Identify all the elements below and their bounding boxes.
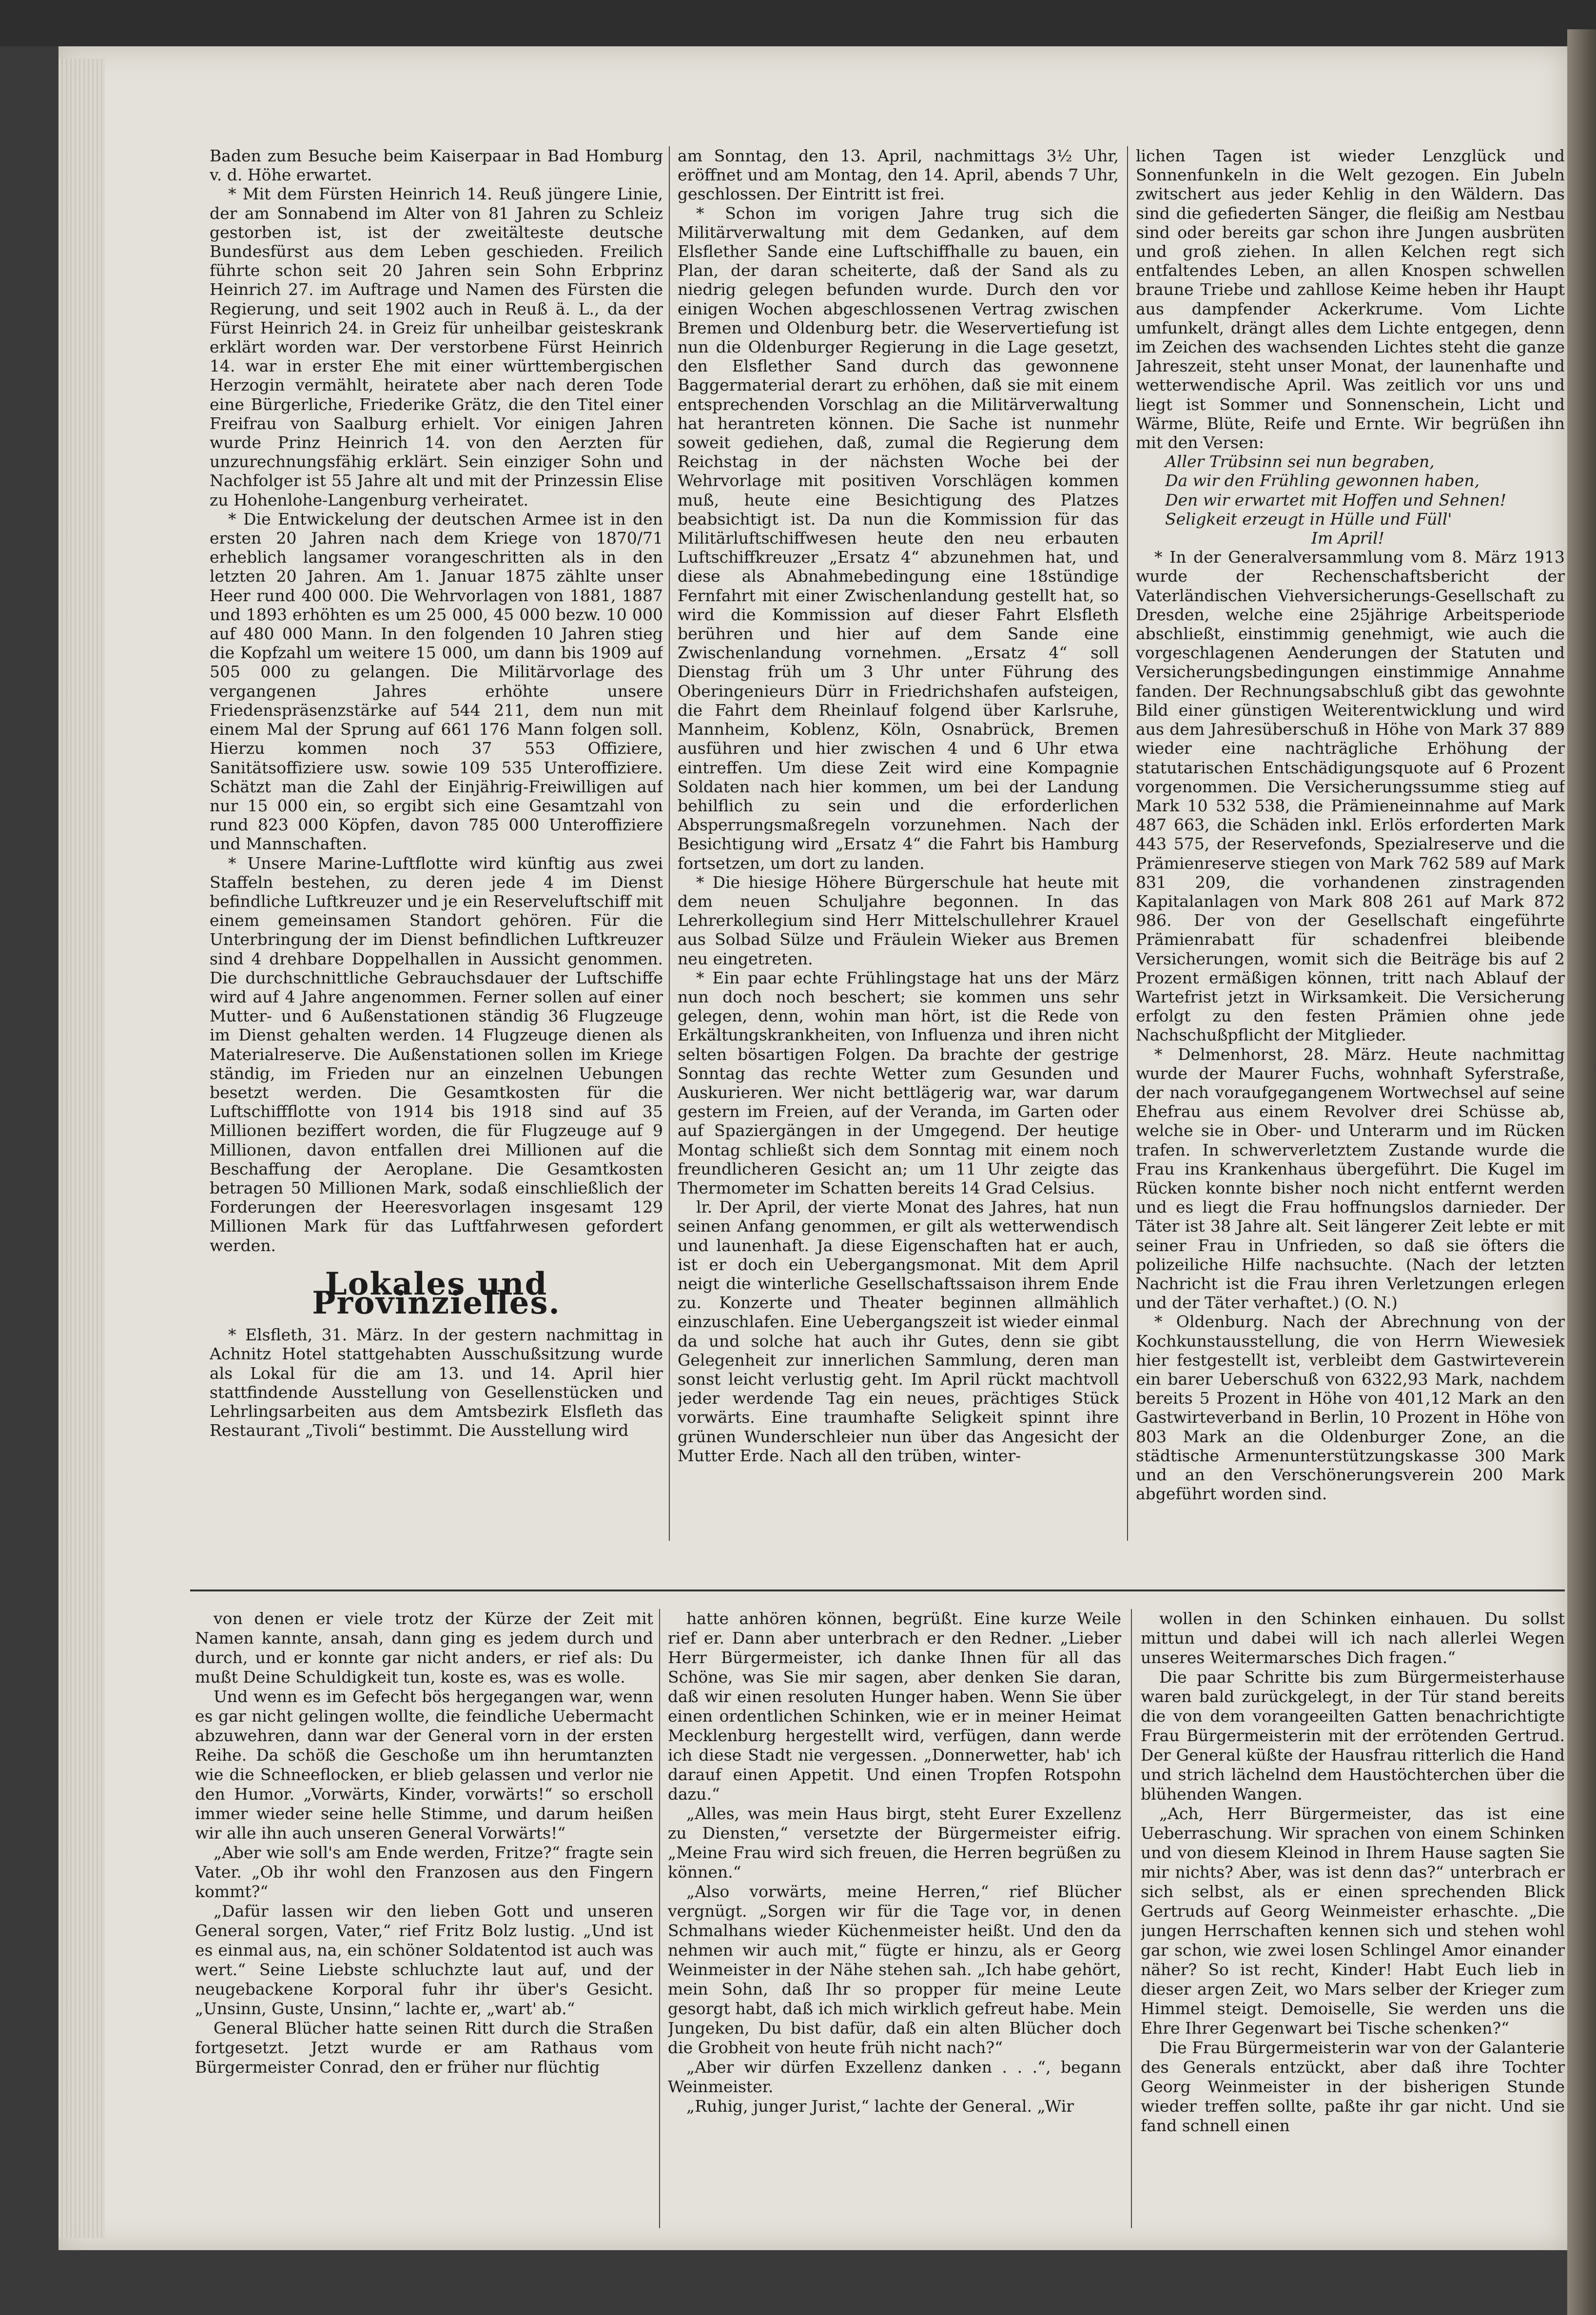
story-paragraph: General Blücher hatte seinen Ritt durch die Straßen fortgesetzt. Jetzt wurde er am Rathaus vom Bürgermeister Conrad, den er früher nur flüchtig	[195, 2019, 653, 2077]
article-paragraph: am Sonntag, den 13. April, nachmittags 3½ Uhr, eröffnet und am Montag, den 14. April, abends 7 Uhr, geschlossen. Der Eintritt ist frei.	[678, 146, 1119, 204]
feuilleton-column-3	[1141, 1609, 1565, 2233]
page-stack-edge	[58, 59, 105, 2238]
article-paragraph: * Delmenhorst, 28. März. Heute nachmittag wurde der Maurer Fuchs, wohnhaft Syferstraße, der nach voraufgegangenem Wortwechsel auf seine Ehefrau aus einem Revolver drei Schüsse ab, welche sie in Ober- und Unterarm und im Rücken trafen. In schwerverletztem Zustande wurde die Frau ins Krankenhaus übergeführt. Die Kugel im Rücken konnte bisher noch nicht entfernt werden und es liegt die Frau hoffnungslos darnieder. Der Täter ist 38 Jahre alt. Seit längerer Zeit lebte er mit seiner Frau in Unfrieden, so daß sie öfters die polizeiliche Hilfe nachsuchte. (Nach der letzten Nachricht ist die Frau ihren Verletzungen erlegen und der Täter verhaftet.) (O. N.)	[1136, 1044, 1565, 1313]
story-paragraph: Und wenn es im Gefecht bös hergegangen war, wenn es gar nicht gelingen wollte, die feindliche Uebermacht abzuwehren, dann war der General vorn in der ersten Reihe. Da schöß die Geschoße um ihn herumtanzten wie die Schneeflocken, er blieb gelassen und verlor nie den Humor. „Vorwärts, Kinder, vorwärts!“ so erscholl immer wieder seine helle Stimme, und darum heißen wir alle ihn auch unseren General Vorwärts!“	[195, 1687, 653, 1843]
story-paragraph: von denen er viele trotz der Kürze der Zeit mit Namen kannte, ansah, dann ging es jedem durch und durch, und er konnte gar nicht anders, er rief als: Du mußt Deine Schuldigkeit tun, koste es, was es wolle.	[195, 1609, 653, 1687]
story-paragraph: „Also vorwärts, meine Herren,“ rief Blücher vergnügt. „Sorgen wir für die Tage vor, in denen Schmalhans wieder Küchenmeister heißt. Und den da nehmen wir auch mit,“ fügte er hinzu, als er Georg Weinmeister in der Nähe stehen sah. „Ich habe gehört, mein Sohn, daß Ihr so propper für meine Leute gesorgt habt, daß ich mich wirklich gefreut habe. Mein Jungeken, Du bist dafür, daß ein alten Blücher doch die Grobheit von heute früh nicht nach?“	[668, 1882, 1121, 2057]
story-paragraph: hatte anhören können, begrüßt. Eine kurze Weile rief er. Dann aber unterbrach er den Redner. „Lieber Herr Bürgermeister, ich danke Ihnen für all das Schöne, was Sie mir sagen, aber denken Sie daran, daß wir einen resoluten Hunger haben. Wenn Sie über einen ordentlichen Schinken, wie er in meiner Heimat Mecklenburg hergestellt wird, verfügen, dann werde ich diese Stadt nie vergessen. „Donnerwetter, hab' ich darauf einen Appetit. Und einen Tropfen Rotspohn dazu.“	[668, 1609, 1121, 1804]
column-1	[210, 146, 663, 1541]
story-paragraph: „Aber wir dürfen Exzellenz danken . . .“, begann Weinmeister.	[668, 2058, 1121, 2096]
scan-border-top	[0, 0, 1596, 46]
poem-line: Seligkeit erzeugt in Hülle und Füll'	[1165, 509, 1452, 529]
article-paragraph: * Unsere Marine-Luftflotte wird künftig aus zwei Staffeln bestehen, zu deren jede 4 im Dienst befindliche Luftkreuzer und je ein Reserveluftschiff mit einem gemeinsamen Standort gehören. Für die Unterbringung der im Dienst befindlichen Luftkreuzer sind 4 drehbare Doppelhallen in Aussicht genommen. Die durchschnittliche Gebrauchsdauer der Luftschiffe wird auf 4 Jahre angenommen. Ferner sollen auf einer Mutter- und 6 Außenstationen ständig 36 Flugzeuge im Dienst gehalten werden. 14 Flugzeuge dienen als Materialreserve. Die Außenstationen sollen im Kriege ständig, im Frieden nur an einzelnen Uebungen besetzt werden. Die Gesamtkosten für die Luftschiffflotte von 1914 bis 1918 sind auf 35 Millionen beziffert worden, die für Flugzeuge auf 9 Millionen, davon entfallen drei Millionen auf die Beschaffung der Aeroplane. Die Gesamtkosten betragen 50 Millionen Mark, sodaß einschließlich der Forderungen der Heeresvorlagen insgesamt 129 Millionen Mark für das Luftfahrwesen gefordert werden.	[210, 853, 663, 1255]
article-paragraph: * Oldenburg. Nach der Abrechnung von der Kochkunstausstellung, die von Herrn Wiewesiek hier festgestellt ist, verbleibt dem Gastwirteverein ein barer Ueberschuß von 6322,93 Mark, nachdem bereits 5 Prozent in Höhe von 401,12 Mark an den Gastwirteverband in Berlin, 10 Prozent in Höhe von 803 Mark an die Oldenburger Zone, an die städtische Armenunterstützungskasse 300 Mark und an den Verschönerungsverein 200 Mark abgeführt worden sind.	[1136, 1312, 1565, 1504]
column-divider	[1131, 1609, 1132, 2228]
article-paragraph: lichen Tagen ist wieder Lenzglück und Sonnenfunkeln in die Welt gezogen. Ein Jubeln zwitschert aus jeder Kehlig in den Wäldern. Das sind die gefiederten Sänger, die fleißig am Nestbau sind oder bereits gar schon ihre Jungen ausbrüten und groß ziehen. In allen Kelchen regt sich entfaltendes Leben, an allen Knospen schwellen braune Triebe und zahllose Keime heben ihr Haupt aus dampfender Ackerkrume. Vom Lichte umfunkelt, drängt alles dem Lichte entgegen, denn im Zeichen des wachsenden Lichtes steht die ganze Jahreszeit, steht unser Monat, der launenhafte und wetterwendische April. Was zeitlich vor uns und liegt ist Sommer und Sonnenschein, Licht und Wärme, Blüte, Reife und Ernte. Wir begrüßen ihn mit den Versen:	[1136, 146, 1565, 452]
story-paragraph: Die paar Schritte bis zum Bürgermeisterhause waren bald zurückgelegt, in der Tür stand bereits die von dem vorangeeilten Gatten benachrichtigte Frau Bürgermeisterin mit der errötenden Gertrud. Der General küßte der Hausfrau ritterlich die Hand und strich lächelnd dem Haustöchterchen über die blühenden Wangen.	[1141, 1668, 1565, 1804]
story-paragraph: „Dafür lassen wir den lieben Gott und unseren General sorgen, Vater,“ rief Fritz Bolz lustig. „Und ist es einmal aus, na, ein schöner Soldatentod ist auch was wert.“ Seine Liebste schluchzte laut auf, und der neugebackene Korporal fuhr ihr über's Gesicht. „Unsinn, Guste, Unsinn,“ lachte er, „wart' ab.“	[195, 1902, 653, 2018]
article-paragraph: * Die Entwickelung der deutschen Armee ist in den ersten 20 Jahren nach dem Kriege von 1870/71 erheblich langsamer vorangeschritten als in den letzten 20 Jahren. Am 1. Januar 1875 zählte unser Heer rund 400 000. Die Wehrvorlagen von 1881, 1887 und 1893 erhöhten es um 25 000, 45 000 bezw. 10 000 auf 480 000 Mann. In den folgenden 10 Jahren stieg die Kopfzahl um weitere 15 000, um dann bis 1909 auf 505 000 zu gelangen. Die Militärvorlage des vergangenen Jahres erhöhte unsere Friedenspräsenzstärke auf 544 211, dem nun mit einem Mal der Sprung auf 661 176 Mann folgen soll. Hierzu kommen noch 37 553 Offiziere, Sanitätsoffiziere usw. sowie 109 535 Unteroffiziere. Schätzt man die Zahl der Einjährig-Freiwilligen auf nur 15 000 ein, so ergibt sich eine Gesamtzahl von rund 823 000 Köpfen, davon 785 000 Unteroffiziere und Mannschaften.	[210, 509, 663, 854]
article-paragraph: * In der Generalversammlung vom 8. März 1913 wurde der Rechenschaftsbericht der Vaterländischen Viehversicherungs-Gesellschaft zu Dresden, welche eine 25jährige Arbeitsperiode abschließt, einstimmig genehmigt, wie auch die vorgeschlagenen Aenderungen der Statuten und Versicherungsbedingungen einstimmige Annahme fanden. Der Rechnungsabschluß gibt das gewohnte Bild einer günstigen Weiterentwicklung und wird aus dem Jahresüberschuß in Höhe von Mark 37 889 wieder eine nachträgliche Erhöhung der statutarischen Entschädigungsquote auf 6 Prozent vorgenommen. Die Versicherungssumme stieg auf Mark 10 532 538, die Prämieneinnahme auf Mark 487 663, die Schäden inkl. Erlös erforderten Mark 443 575, der Reservefonds, Spezialreserve und die Prämienreserve stiegen von Mark 762 589 auf Mark 831 209, die vorhandenen zinstragenden Kapitalanlagen von Mark 808 261 auf Mark 872 986. Der von der Gesellschaft eingeführte Prämienrabatt für schadenfrei bleibende Versicherungen, womit sich die Beiträge bis auf 2 Prozent ermäßigen können, tritt nach Ablauf der Wartefrist jetzt in Wirksamkeit. Die Versicherung erfolgt zu den festen Prämien ohne jede Nachschußpflicht der Mitglieder.	[1136, 548, 1565, 1045]
story-paragraph: Die Frau Bürgermeisterin war von der Galanterie des Generals entzückt, aber daß ihre Tochter Georg Weinmeister in der bisherigen Stunde wieder treffen sollte, paßte ihr gar nicht. Und sie fand schnell einen	[1141, 2038, 1565, 2135]
article-paragraph: lr. Der April, der vierte Monat des Jahres, hat nun seinen Anfang genommen, er gilt als wetterwendisch und launenhaft. Ja diese Eigenschaften hat er auch, ist er doch ein Uebergangsmonat. Mit dem April neigt die winterliche Gesellschaftssaison ihrem Ende zu. Konzerte und Theater beginnen allmählich einzuschlafen. Eine Uebergangszeit ist wieder einmal da und solche hat auch ihr Gutes, denn sie gibt Gelegenheit zur innerlichen Sammlung, deren man sonst leicht verlustig geht. Im April rückt machtvoll jeder werdende Tag ein neues, prächtiges Stück vorwärts. Eine traumhafte Seligkeit spinnt ihre grünen Wunderschleier nun über das Angesicht der Mutter Erde. Nach all den trüben, winter-	[678, 1197, 1119, 1465]
story-paragraph: „Ruhig, junger Jurist,“ lachte der General. „Wir	[686, 2097, 1074, 2116]
story-paragraph: „Alles, was mein Haus birgt, steht Eurer Exzellenz zu Diensten,“ versetzte der Bürgermeister eifrig. „Meine Frau wird sich freuen, die Herren begrüßen zu können.“	[668, 1804, 1121, 1882]
article-paragraph: * Ein paar echte Frühlingstage hat uns der März nun doch noch beschert; sie kommen uns sehr gelegen, denn, wohin man hört, ist die Rede von Erkältungskrankheiten, von Influenza und ihren nicht selten bösartigen Folgen. Da brachte der gestrige Sonntag das rechte Wetter zum Gesunden und Auskurieren. Wer nicht bettlägerig war, war darum gestern im Freien, auf der Veranda, im Garten oder auf Spaziergängen in der Umgegend. Der heutige Montag schließt sich dem Sonntag mit einem noch freundlicheren Gesicht an; um 11 Uhr zeigte das Thermometer im Schatten bereits 14 Grad Celsius.	[678, 968, 1119, 1197]
article-paragraph: Baden zum Besuche beim Kaiserpaar in Bad Homburg v. d. Höhe erwartet.	[210, 146, 663, 185]
poem-line: Aller Trübsinn sei nun begraben,	[1165, 452, 1435, 471]
story-paragraph: wollen in den Schinken einhauen. Du sollst mittun und dabei will ich nach allerlei Wegen unseres Weitermarsches Dich fragen.“	[1141, 1609, 1565, 1667]
article-paragraph: * Mit dem Fürsten Heinrich 14. Reuß jüngere Linie, der am Sonnabend im Alter von 81 Jahren zu Schleiz gestorben ist, ist der zweitälteste deutsche Bundesfürst aus dem Leben geschieden. Freilich führte schon seit 20 Jahren sein Sohn Erbprinz Heinrich 27. im Auftrage und Namen des Fürsten die Regierung, und seit 1902 auch in Reuß ä. L., da der Fürst Heinrich 24. in Greiz für unheilbar geisteskrank erklärt worden war. Der verstorbene Fürst Heinrich 14. war in erster Ehe mit einer württembergischen Herzogin vermählt, heiratete aber nach deren Tode eine Bürgerliche, Friederike Grätz, die den Titel einer Freifrau von Saalburg erhielt. Vor einigen Jahren wurde Prinz Heinrich 14. von den Aerzten für unzurechnungsfähig erklärt. Sein einziger Sohn und Nachfolger ist 55 Jahre alt und mit der Prinzessin Elise zu Hohenlohe-Langenburg verheiratet.	[210, 184, 663, 510]
poem-line: Da wir den Frühling gewonnen haben,	[1165, 471, 1480, 490]
article-paragraph: * Schon im vorigen Jahre trug sich die Militärverwaltung mit dem Gedanken, auf dem Elsflether Sande eine Luftschiffhalle zu bauen, ein Plan, der daran scheiterte, daß der Sand als zu niedrig gelegen befunden wurde. Durch den vor einigen Wochen abgeschlossenen Vertrag zwischen Bremen und Oldenburg betr. die Weservertiefung ist nun die Oldenburger Regierung in die Lage gesetzt, den Elsflether Sand durch das gewonnene Baggermaterial derart zu erhöhen, daß sie mit einem entsprechenden Vorschlag an die Militärverwaltung hat herantreten können. Die Sache ist nunmehr soweit gediehen, daß, zumal die Regierung dem Reichstag in der nächsten Woche bei der Wehrvorlage mit positiven Vorschlägen kommen muß, heute eine Besichtigung des Platzes beabsichtigt ist. Da nun die Kommission für das Militärluftschiffwesen heute den neu erbauten Luftschiffkreuzer „Ersatz 4“ abzunehmen hat, und diese als Abnahmebedingung eine 18stündige Fernfahrt mit einer Zwischenlandung gestellt hat, so wird die Kommission auf dieser Fahrt Elsfleth berühren und hier auf dem Sande eine Zwischenlandung vornehmen. „Ersatz 4“ soll Dienstag früh um 3 Uhr unter Führung des Oberingenieurs Dürr in Friedrichshafen aufsteigen, die Fahrt dem Rheinlauf folgend über Karlsruhe, Mannheim, Koblenz, Köln, Osnabrück, Bremen ausführen und hier zwischen 4 und 6 Uhr etwa eintreffen. Um diese Zeit wird eine Kompagnie Soldaten nach hier kommen, um bei der Landung behilflich zu sein und die erforderlichen Absperrungsmaßregeln vorzunehmen. Nach der Besichtigung wird „Ersatz 4“ die Fahrt bis Hamburg fortsetzen, um dort zu landen.	[678, 203, 1119, 873]
column-divider	[1127, 146, 1128, 1541]
feuilleton-rule	[190, 1589, 1565, 1591]
poem-line: Im April!	[1311, 529, 1384, 548]
column-divider	[659, 1609, 660, 2228]
section-heading: Lokales und Provinzielles.	[312, 1265, 561, 1321]
article-paragraph: * Elsfleth, 31. März. In der gestern nachmittag in Achnitz Hotel stattgehabten Ausschußsitzung wurde als Lokal für die am 13. und 14. April hier stattfindende Ausstellung von Gesellenstücken und Lehrlingsarbeiten aus dem Amtsbezirk Elsfleth das Restaurant „Tivoli“ bestimmt. Die Ausstellung wird	[210, 1325, 663, 1440]
book-spine	[1567, 29, 1596, 2315]
article-paragraph: * Die hiesige Höhere Bürgerschule hat heute mit dem neuen Schuljahre begonnen. In das Lehrerkollegium sind Herr Mittelschullehrer Krauel aus Solbad Sülze und Fräulein Wieker aus Bremen neu eingetreten.	[678, 872, 1119, 968]
feuilleton-column-2	[668, 1609, 1121, 2233]
column-2	[678, 146, 1119, 1541]
feuilleton-column-1	[195, 1609, 653, 2233]
column-3	[1136, 146, 1565, 1541]
story-paragraph: „Ach, Herr Bürgermeister, das ist eine Ueberraschung. Wir sprachen von einem Schinken und von diesem Kleinod in Ihrem Hause sagten Sie mir nichts? Aber, was ist denn das?“ unterbrach er sich selbst, als er einen sprechenden Blick Gertruds auf Georg Weinmeister erhaschte. „Die jungen Herrschaften kennen sich und stehen wohl gar schon, wie zwei losen Schlingel Amor einander näher? So ist recht, Kinder! Habt Euch lieb in dieser argen Zeit, wo Mars selber der Krieger zum Himmel steigt. Demoiselle, Sie werden uns die Ehre Ihrer Gegenwart bei Tische schenken?“	[1141, 1804, 1565, 2038]
poem-line: Den wir erwartet mit Hoffen und Sehnen!	[1165, 490, 1507, 510]
story-paragraph: „Aber wie soll's am Ende werden, Fritze?“ fragte sein Vater. „Ob ihr wohl den Franzosen aus den Fingern kommt?“	[195, 1843, 653, 1901]
column-divider	[669, 146, 670, 1541]
